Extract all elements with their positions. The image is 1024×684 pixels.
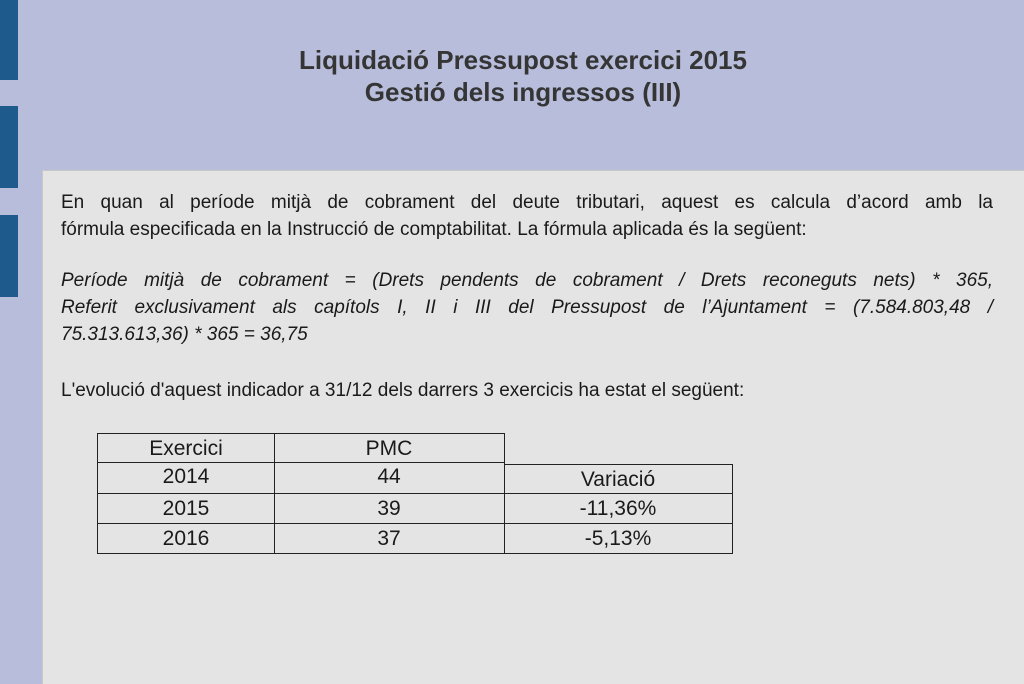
accent-bar-2 (0, 106, 18, 188)
intro-line: fórmula especificada en la Instrucció de comptabilitat. La fórmula aplicada és la següent: (61, 219, 807, 240)
accent-bar-3 (0, 215, 18, 297)
content-panel (42, 170, 1024, 684)
table-cell-pmc: 39 (274, 494, 505, 524)
intro-paragraph (61, 189, 993, 243)
table-cell-year: 2016 (97, 524, 275, 554)
table-cell-year: 2014 (97, 462, 275, 494)
slide-title (0, 44, 1024, 108)
formula-paragraph (61, 267, 993, 348)
table-header-year: Exercici (97, 433, 275, 463)
formula-line: Període mitjà de cobrament = (Drets pendents de cobrament / Drets reconeguts nets) * 365, (61, 270, 993, 291)
intro-line: En quan al període mitjà de cobrament del deute tributari, aquest es calcula d’acord amb la (61, 192, 993, 213)
table-header-pmc: PMC (274, 433, 505, 463)
table-header-variation: Variació (504, 464, 733, 494)
table-cell-pmc: 37 (274, 524, 505, 554)
formula-line: 75.313.613,36) * 365 = 36,75 (61, 324, 308, 345)
table-cell-year: 2015 (97, 494, 275, 524)
evolution-text: L'evolució d'aquest indicador a 31/12 dels darrers 3 exercicis ha estat el següent: (61, 380, 745, 401)
table-cell-variation: -5,13% (504, 524, 733, 554)
title-line-1: Liquidació Pressupost exercici 2015 (299, 45, 747, 75)
title-line-2: Gestió dels ingressos (III) (364, 77, 682, 107)
table-cell-variation: -11,36% (504, 494, 733, 524)
formula-line: Referit exclusivament als capítols I, II i III del Pressupost de l’Ajuntament = (7.584.803,48 / (61, 297, 993, 318)
table-cell-pmc: 44 (274, 462, 505, 494)
